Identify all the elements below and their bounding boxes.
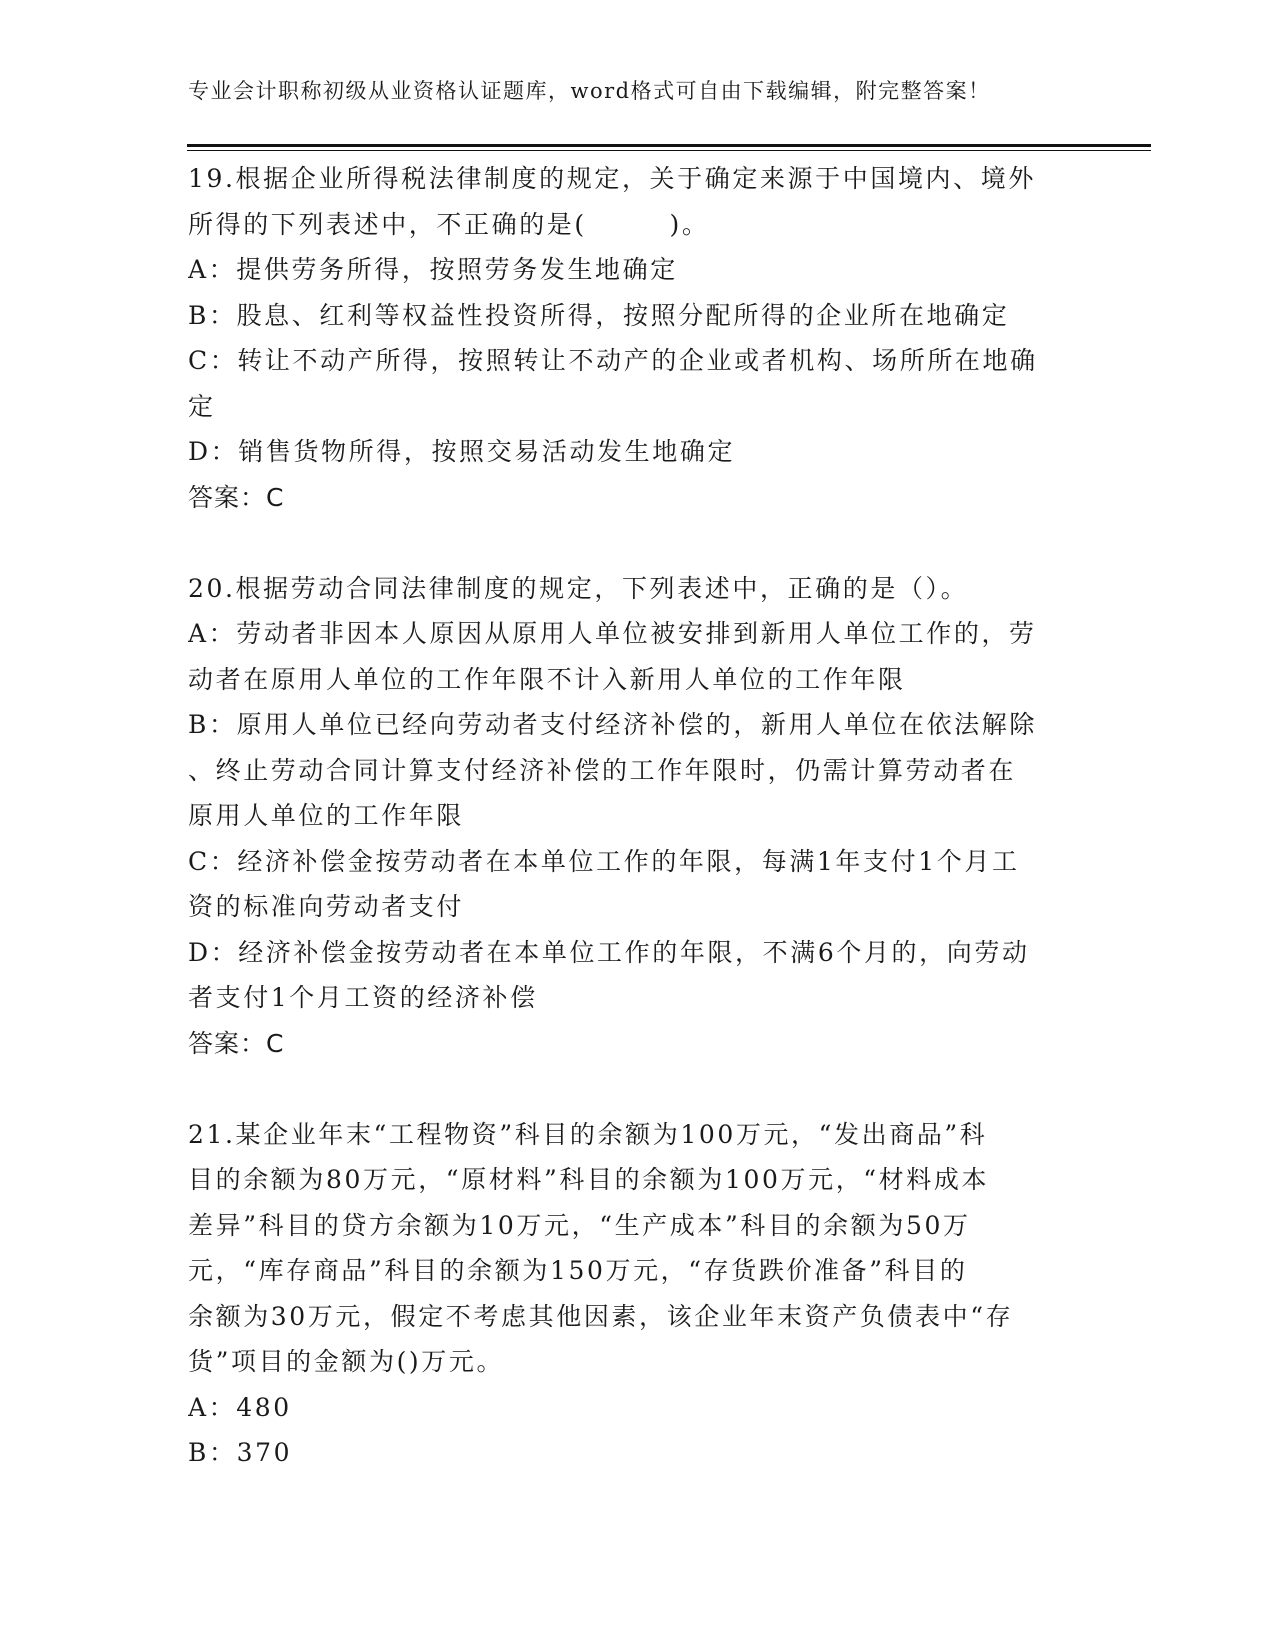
question-stem-line: 元，“库存商品”科目的余额为150万元，“存货跌价准备”科目的 — [188, 1256, 968, 1285]
question-19 — [188, 156, 1068, 520]
option-b-cont: 原用人单位的工作年限 — [188, 801, 465, 830]
header-rule-thick — [187, 144, 1151, 147]
option-b: B：原用人单位已经向劳动者支付经济补偿的，新用人单位在依法解除 — [188, 710, 1037, 739]
question-stem-line: 21.某企业年末“工程物资”科目的余额为100万元，“发出商品”科 — [188, 1119, 988, 1149]
question-stem-line: 所得的下列表述中，不正确的是( )。 — [188, 209, 710, 239]
question-list — [188, 156, 1068, 1476]
header-rule-thin — [187, 150, 1151, 151]
option-a: A：480 — [188, 1392, 292, 1422]
option-b: B：股息、红利等权益性投资所得，按照分配所得的企业所在地确定 — [188, 300, 1010, 330]
option-a-cont: 动者在原用人单位的工作年限不计入新用人单位的工作年限 — [188, 664, 906, 694]
option-c-cont: 定 — [188, 391, 216, 421]
option-c: C：经济补偿金按劳动者在本单位工作的年限，每满1年支付1个月工 — [188, 846, 1020, 876]
answer-label: 答案：C — [188, 1028, 285, 1058]
question-stem-line: 货”项目的金额为()万元。 — [188, 1347, 505, 1376]
question-stem-line: 19.根据企业所得税法律制度的规定，关于确定来源于中国境内、境外 — [188, 164, 1036, 193]
option-b: B：370 — [188, 1438, 293, 1467]
question-stem-line: 差异”科目的贷方余额为10万元，“生产成本”科目的余额为50万 — [188, 1210, 971, 1240]
question-20 — [188, 566, 1068, 1067]
answer-label: 答案：C — [188, 482, 285, 512]
question-21 — [188, 1112, 1068, 1476]
page-header: 专业会计职称初级从业资格认证题库，word格式可自由下载编辑，附完整答案！ — [188, 79, 991, 103]
option-c-cont: 资的标准向劳动者支付 — [188, 892, 465, 921]
option-d-cont: 者支付1个月工资的经济补偿 — [188, 983, 538, 1012]
option-b-cont: 、终止劳动合同计算支付经济补偿的工作年限时，仍需计算劳动者在 — [188, 755, 1017, 785]
question-stem-line: 余额为30万元，假定不考虑其他因素，该企业年末资产负债表中“存 — [188, 1301, 1014, 1331]
spacer — [188, 1066, 1068, 1112]
option-d: D：销售货物所得，按照交易活动发生地确定 — [188, 437, 736, 466]
option-c: C：转让不动产所得，按照转让不动产的企业或者机构、场所所在地确 — [188, 346, 1038, 375]
question-stem-line: 目的余额为80万元，“原材料”科目的余额为100万元，“材料成本 — [188, 1165, 990, 1194]
option-d: D：经济补偿金按劳动者在本单位工作的年限，不满6个月的，向劳动 — [188, 937, 1030, 967]
option-a: A：劳动者非因本人原因从原用人单位被安排到新用人单位工作的，劳 — [188, 619, 1037, 648]
option-a: A：提供劳务所得，按照劳务发生地确定 — [188, 255, 678, 284]
question-stem-line: 20.根据劳动合同法律制度的规定，下列表述中，正确的是（）。 — [188, 573, 969, 603]
spacer — [188, 520, 1068, 566]
